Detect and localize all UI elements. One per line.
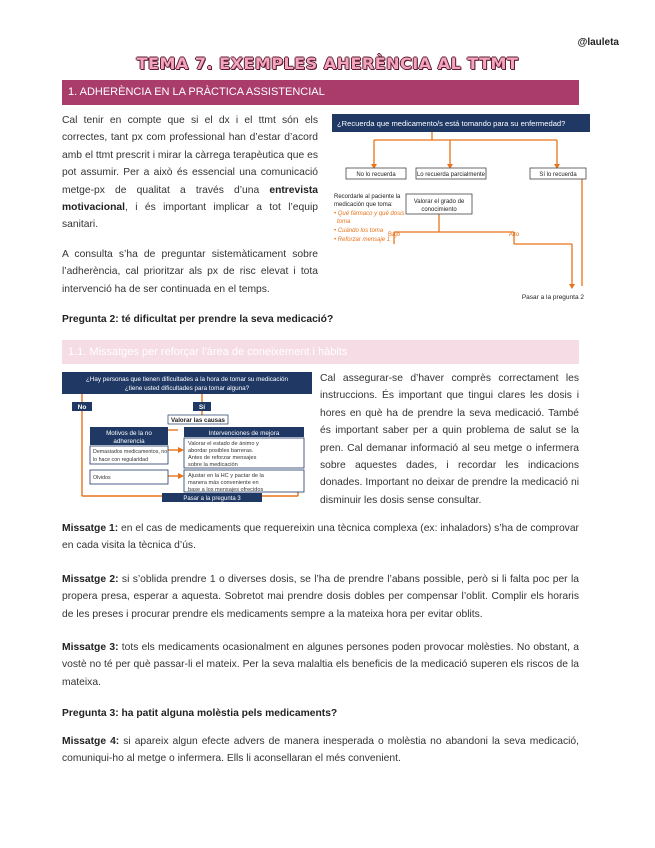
message-4: Missatge 4: si apareix algun efecte advers de manera inesperada o molèstia no abandoni la seva medicació, comuniqui-ho al metge o infermera. Ells li aconsellaran el més convenient. [62, 736, 579, 765]
svg-text:lo hace con regularidad: lo hace con regularidad [93, 457, 149, 463]
svg-text:• Cuándo los toma: • Cuándo los toma [334, 228, 384, 234]
figure-medication-recall-flowchart [332, 114, 590, 304]
svg-text:Demasiados medicamentos, no: Demasiados medicamentos, no [93, 449, 168, 455]
svg-text:base a los mensajes ofrecidos: base a los mensajes ofrecidos [188, 487, 264, 493]
svg-text:No: No [77, 404, 87, 411]
question-2: Pregunta 2: té dificultat per prendre la seva medicació? [62, 314, 334, 325]
section-1-1-heading: 1.1. Missatges per reforçar l’àrea de coneixement i hàbits [62, 340, 579, 364]
svg-text:Valorar las causas: Valorar las causas [170, 417, 226, 424]
consult-paragraph: A consulta s’ha de preguntar sistemàticament sobre l’adherència, cal prioritzar als px de risc elevat i tota intervenció ha de ser continuada en el temps. [62, 249, 318, 295]
fig1-low: Bajo [387, 232, 401, 238]
author-handle: @lauleta [577, 37, 619, 48]
knowledge-paragraph: Cal assegurar-se d’haver comprès correctament les instruccions. És important que tingui clares les dosis i hores en què ha de prendre la seva medicació. També és important saber per a quin problema de salut se la pren. Cal demanar informació al seu metge o infermera sobre aquestes dades, i recordar les indicacions donades. Important no deixar de prendre la medicació ni disminuir les dosis sense consultar. [320, 373, 579, 506]
svg-text:Ajustar en la HC y pactar de l: Ajustar en la HC y pactar de la [188, 473, 264, 479]
fig1-high: Alto [508, 232, 520, 238]
svg-text:abordar posibles barreras.: abordar posibles barreras. [188, 448, 254, 454]
svg-text:manera más conveniente en: manera más conveniente en [188, 480, 259, 486]
svg-text:• Qué fármaco y qué dosis: • Qué fármaco y qué dosis [334, 211, 405, 217]
svg-text:Intervenciones de mejora: Intervenciones de mejora [208, 430, 280, 437]
svg-text:toma: toma [337, 219, 351, 225]
svg-text:sobre la medicación: sobre la medicación [188, 462, 238, 468]
svg-text:Pasar a la pregunta 3: Pasar a la pregunta 3 [183, 496, 241, 502]
svg-text:adherencia: adherencia [113, 438, 145, 445]
svg-text:Antes de reforzar mensajes: Antes de reforzar mensajes [188, 455, 257, 461]
question-3: Pregunta 3: ha patit alguna molèstia pels medicaments? [62, 708, 338, 719]
section-1-heading: 1. ADHERÈNCIA EN LA PRÀCTICA ASSISTENCIAL [62, 80, 579, 105]
svg-text:conocimiento: conocimiento [421, 207, 457, 213]
svg-text:¿Hay personas que tienen dific: ¿Hay personas que tienen dificultades a la hora de tomar su medicación [86, 376, 288, 383]
svg-text:Lo recuerda parcialmente: Lo recuerda parcialmente [416, 172, 486, 178]
message-2: Missatge 2: si s’oblida prendre 1 o diverses dosis, se l’ha de prendre l’abans possible, però si li falta poc per la propera presa, esperar a aquesta. Sobretot mai prendre dosis dobles per compensar l’oblit. Complir els horaris de les preses i procurar prendre els medicaments sempre a la mateixa hora per evitar oblits. [62, 574, 579, 620]
svg-text:Sí: Sí [198, 404, 206, 411]
svg-text:• Reforzar mensaje 1: • Reforzar mensaje 1 [334, 237, 391, 243]
svg-text:¿tiene usted dificultades para: ¿tiene usted dificultades para tomar alguna? [124, 385, 250, 392]
svg-text:No lo recuerda: No lo recuerda [356, 172, 396, 178]
svg-text:Valorar el grado de: Valorar el grado de [413, 199, 465, 205]
svg-text:Olvidos: Olvidos [93, 475, 111, 481]
svg-text:Motivos de la no: Motivos de la no [106, 430, 152, 437]
svg-text:Sí lo recuerda: Sí lo recuerda [539, 172, 577, 178]
bold-term: entrevista motivacional [62, 184, 318, 214]
message-1: Missatge 1: en el cas de medicaments que requereixin una tècnica complexa (ex: inhaladors) s’ha de comprovar en cada visita la tècnica d’ús. [62, 523, 579, 552]
page-title: TEMA 7. EXEMPLES AHERÈNCIA AL TTMT [136, 54, 519, 73]
svg-text:Valorar el estado de ánimo y: Valorar el estado de ánimo y [188, 441, 259, 447]
svg-text:Recordarle al paciente la: Recordarle al paciente la [334, 194, 401, 200]
fig1-question: ¿Recuerda que medicamento/s está tomando para su enfermedad? [337, 119, 566, 128]
message-3: Missatge 3: tots els medicaments ocasionalment en algunes persones poden provocar molèsties. No obstant, a vostè no té per què passar-li el mateix. Per la seva malaltia els beneficis de la medicació superen els riscos de la mateixa. [62, 642, 579, 688]
fig1-next: Pasar a la pregunta 2 [521, 294, 584, 301]
intro-paragraph: Cal tenir en compte que si el dx i el ttmt són els correctes, tant px com professional han d’estar d’acord amb el ttmt prescrit i mirar la càrrega terapèutica que es pot assumir. Per a això és essencial una comunicació metge-px de qualitat a través d’una entrevista motivacional, i és important implicar a tot l’equip sanitari. [62, 115, 318, 231]
figure-adherence-difficulty-flowchart [62, 372, 312, 504]
svg-text:medicación que toma:: medicación que toma: [334, 202, 393, 208]
